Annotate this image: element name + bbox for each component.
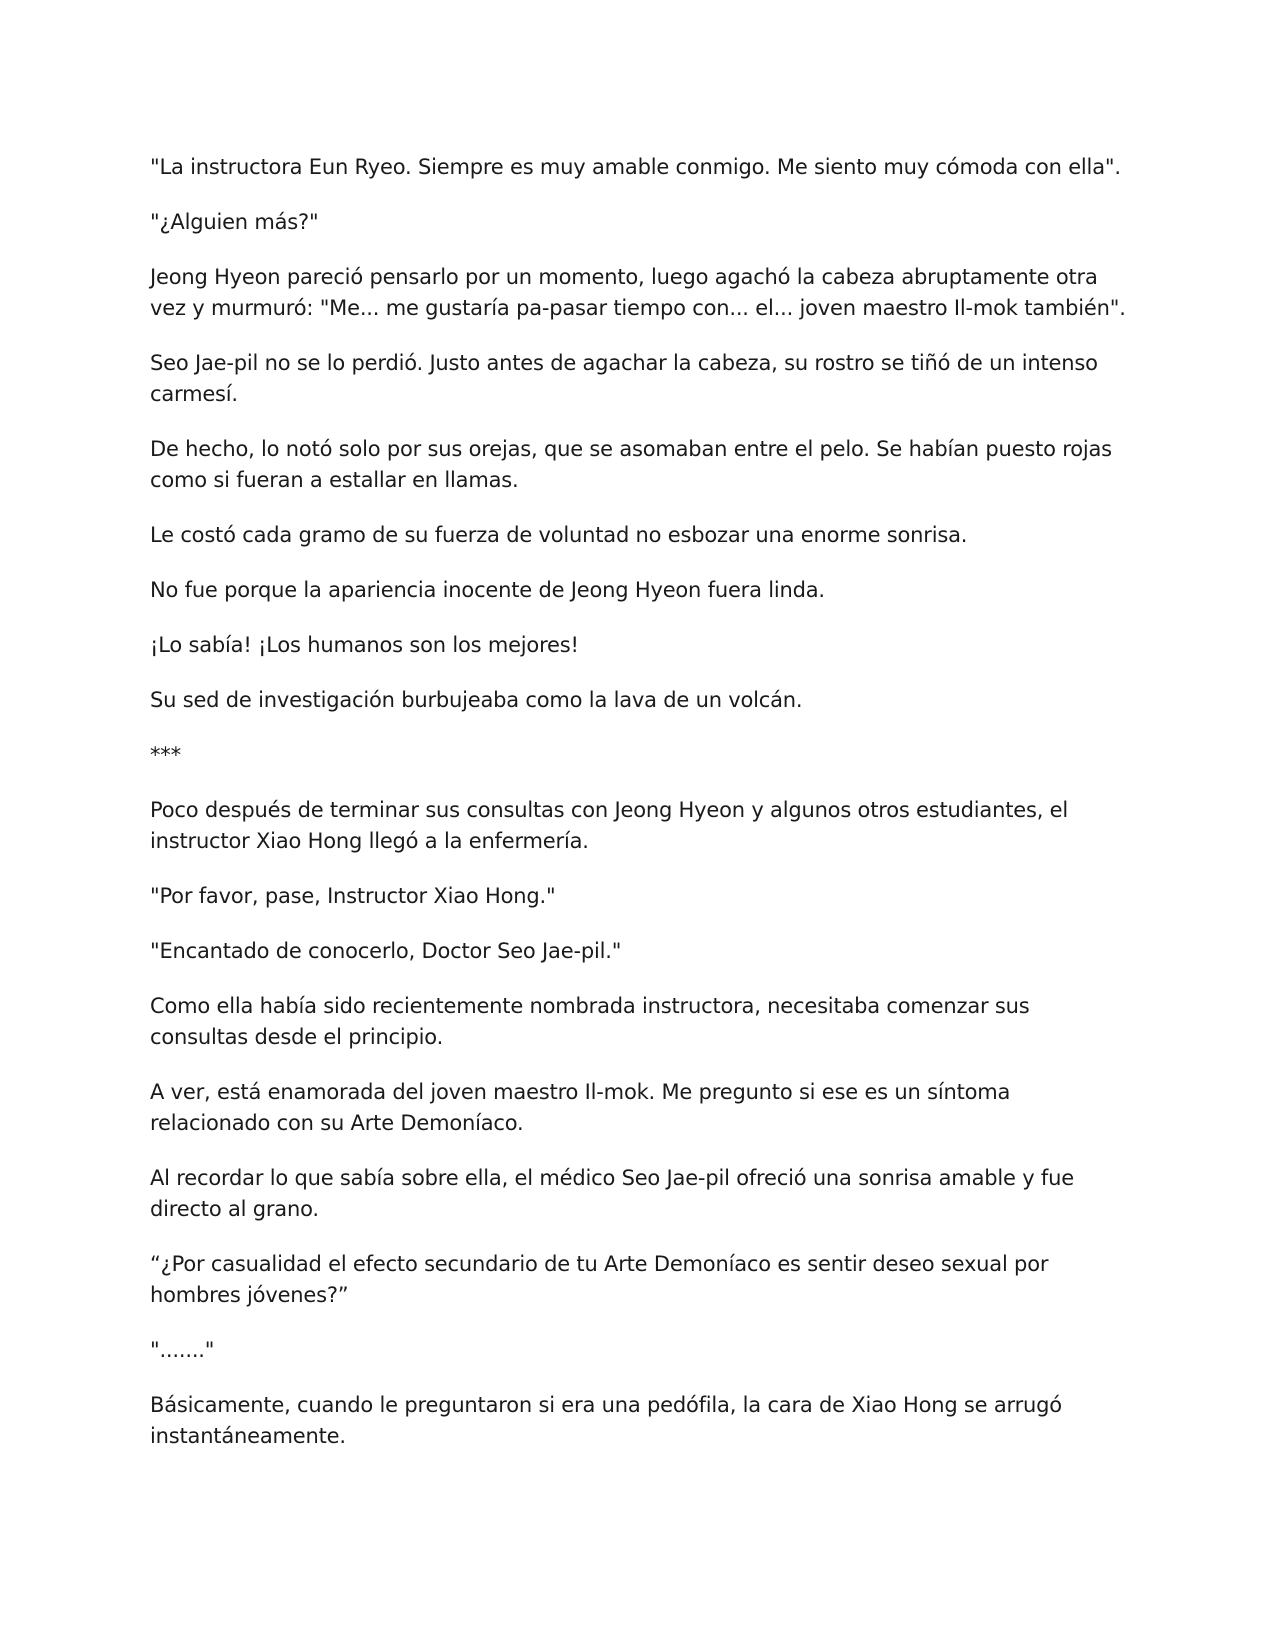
scene-break: ***	[150, 743, 181, 767]
paragraph-16: Al recordar lo que sabía sobre ella, el médico Seo Jae-pil ofreció una sonrisa amable y fue directo al grano.	[150, 1166, 1074, 1221]
paragraph-7: No fue porque la apariencia inocente de Jeong Hyeon fuera linda.	[150, 578, 825, 602]
paragraph-14: Como ella había sido recientemente nombrada instructora, necesitaba comenzar sus consultas desde el principio.	[150, 994, 1030, 1049]
paragraph-8: ¡Lo sabía! ¡Los humanos son los mejores!	[150, 633, 579, 657]
paragraph-3: Jeong Hyeon pareció pensarlo por un momento, luego agachó la cabeza abruptamente otra vez y murmuró: "Me... me gustaría pa-pasar tiempo con... el... joven maestro Il-mok también".	[150, 265, 1126, 320]
paragraph-9: Su sed de investigación burbujeaba como la lava de un volcán.	[150, 688, 803, 712]
paragraph-13: "Encantado de conocerlo, Doctor Seo Jae-pil."	[150, 939, 622, 963]
document-body	[150, 152, 1130, 1476]
paragraph-2: "¿Alguien más?"	[150, 210, 319, 234]
paragraph-1: "La instructora Eun Ryeo. Siempre es muy amable conmigo. Me siento muy cómoda con ella".	[150, 155, 1121, 179]
paragraph-12: "Por favor, pase, Instructor Xiao Hong."	[150, 884, 556, 908]
paragraph-11: Poco después de terminar sus consultas con Jeong Hyeon y algunos otros estudiantes, el instructor Xiao Hong llegó a la enfermería.	[150, 798, 1069, 853]
paragraph-5: De hecho, lo notó solo por sus orejas, que se asomaban entre el pelo. Se habían puesto rojas como si fueran a estallar en llamas.	[150, 437, 1112, 492]
paragraph-4: Seo Jae-pil no se lo perdió. Justo antes de agachar la cabeza, su rostro se tiñó de un intenso carmesí.	[150, 351, 1098, 406]
paragraph-18: "......."	[150, 1338, 215, 1362]
paragraph-17: “¿Por casualidad el efecto secundario de tu Arte Demoníaco es sentir deseo sexual por hombres jóvenes?”	[150, 1252, 1049, 1307]
paragraph-6: Le costó cada gramo de su fuerza de voluntad no esbozar una enorme sonrisa.	[150, 523, 968, 547]
paragraph-15: A ver, está enamorada del joven maestro Il-mok. Me pregunto si ese es un síntoma relacionado con su Arte Demoníaco.	[150, 1080, 1011, 1135]
paragraph-19: Básicamente, cuando le preguntaron si era una pedófila, la cara de Xiao Hong se arrugó instantáneamente.	[150, 1393, 1062, 1448]
